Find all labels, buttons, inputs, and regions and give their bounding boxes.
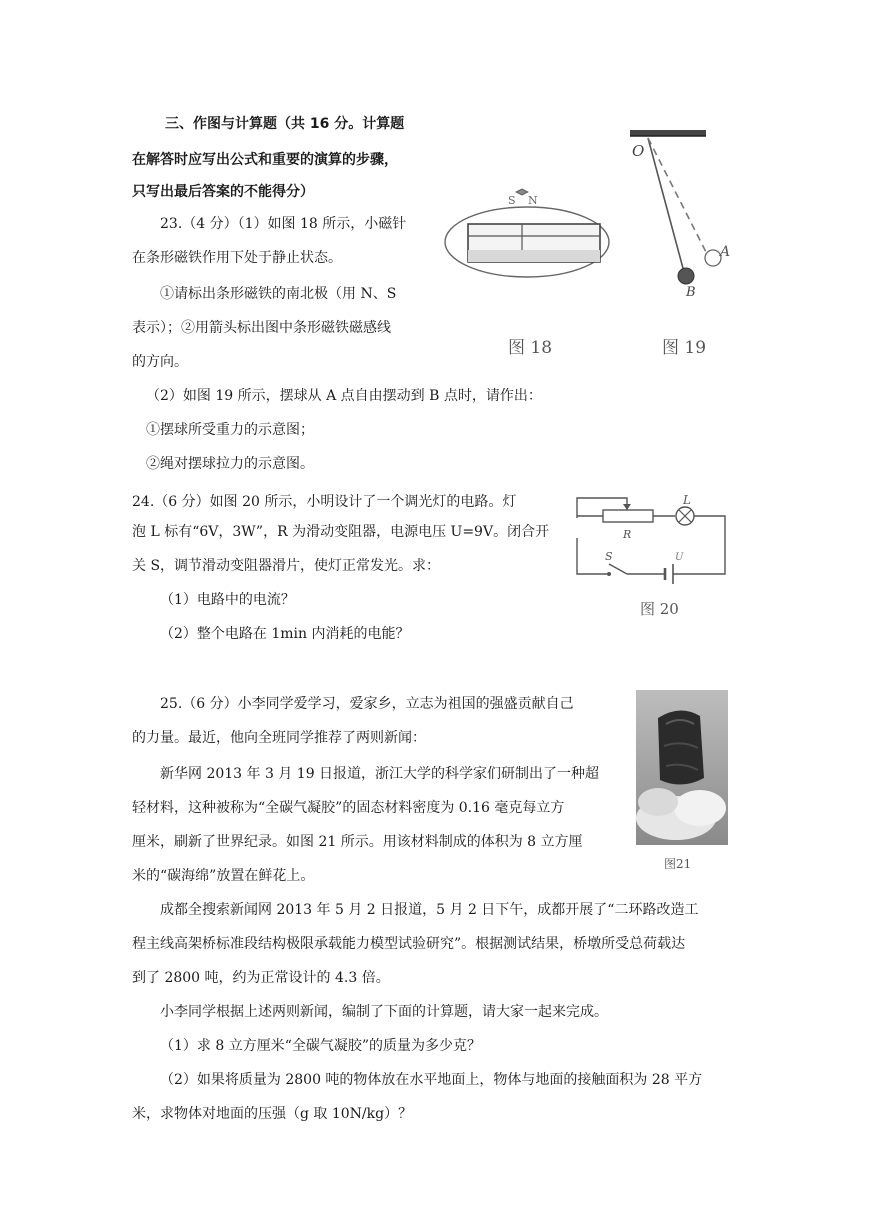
q25-line-4: 轻材料，这种被称为“全碳气凝胶”的固态材料密度为 0.16 毫克每立方 — [132, 800, 565, 816]
q24-line-3: 关 S，调节滑动变阻器滑片，使灯正常发光。求： — [132, 558, 441, 574]
q23-line-7: ①摆球所受重力的示意图； — [146, 422, 314, 438]
q25-line-10: 小李同学根据上述两则新闻，编制了下面的计算题，请大家一起来完成。 — [160, 1004, 608, 1020]
q24-line-4: （1）电路中的电流？ — [160, 592, 295, 608]
q25-line-1: 25.（6 分）小李同学爱学习，爱家乡，立志为祖国的强盛贡献自己 — [160, 696, 574, 712]
battery-u-label: U — [675, 552, 684, 563]
switch-s-label: S — [605, 550, 613, 563]
q23-line-8: ②绳对摆球拉力的示意图。 — [146, 456, 314, 472]
section-heading-line-3: 只写出最后答案的不能得分） — [132, 184, 314, 200]
q25-line-3: 新华网 2013 年 3 月 19 日报道，浙江大学的科学家们研制出了一种超 — [160, 766, 600, 782]
q25-line-13: 米，求物体对地面的压强（g 取 10N/kg）？ — [132, 1106, 413, 1122]
lamp-l-label: L — [683, 493, 691, 507]
q23-line-3: ①请标出条形磁铁的南北极（用 N、S — [160, 286, 397, 302]
point-a-label: A — [720, 244, 731, 260]
q25-line-2: 的力量。最近，他向全班同学推荐了两则新闻： — [132, 730, 426, 746]
q25-line-9: 到了 2800 吨，约为正常设计的 4.3 倍。 — [132, 970, 390, 986]
section-heading-line-1: 三、作图与计算题（共 16 分。计算题 — [165, 116, 405, 132]
needle-s-label: S — [508, 194, 516, 207]
q25-line-11: （1）求 8 立方厘米“全碳气凝胶”的质量为多少克？ — [160, 1038, 482, 1054]
figure-19-pendulum-diagram — [620, 122, 740, 297]
section-heading-line-2: 在解答时应写出公式和重要的演算的步骤， — [132, 152, 398, 168]
q24-line-2: 泡 L 标有“6V，3W”，R 为滑动变阻器，电源电压 U=9V。闭合开 — [132, 524, 550, 540]
q25-line-5: 厘米，刷新了世界纪录。如图 21 所示。用该材料制成的体积为 8 立方厘 — [132, 834, 583, 850]
point-o-label: O — [632, 142, 645, 160]
q25-line-8: 程主线高架桥标准段结构极限承载能力模型试验研究”。根据测试结果，桥墩所受总荷载达 — [132, 936, 686, 952]
q23-line-5: 的方向。 — [132, 354, 188, 370]
needle-n-label: N — [528, 194, 538, 207]
q23-line-1: 23.（4 分）（1）如图 18 所示，小磁针 — [160, 216, 407, 232]
q23-line-6: （2）如图 19 所示，摆球从 A 点自由摆动到 B 点时，请作出： — [146, 388, 542, 404]
q23-line-2: 在条形磁铁作用下处于静止状态。 — [132, 250, 342, 266]
q25-line-7: 成都全搜索新闻网 2013 年 5 月 2 日报道，5 月 2 日下午，成都开展了“二环路改造工 — [160, 902, 699, 918]
figure-21-caption: 图21 — [664, 857, 692, 871]
figure-20-caption: 图 20 — [640, 600, 679, 618]
q23-line-4: 表示）；②用箭头标出图中条形磁铁磁感线 — [132, 320, 391, 336]
q24-line-1: 24.（6 分）如图 20 所示，小明设计了一个调光灯的电路。灯 — [132, 494, 517, 510]
q25-line-6: 米的“碳海绵”放置在鲜花上。 — [132, 868, 315, 884]
q25-line-12: （2）如果将质量为 2800 吨的物体放在水平地面上，物体与地面的接触面积为 28 平方 — [160, 1072, 703, 1088]
rheostat-r-label: R — [623, 528, 632, 541]
figure-19-caption: 图 19 — [662, 338, 707, 358]
q24-line-5: （2）整个电路在 1min 内消耗的电能？ — [160, 626, 410, 642]
point-b-label: B — [686, 285, 696, 297]
figure-18-caption: 图 18 — [508, 338, 553, 358]
figure-21-aerogel-photo — [636, 690, 728, 845]
figure-18-magnet-diagram — [440, 180, 620, 310]
